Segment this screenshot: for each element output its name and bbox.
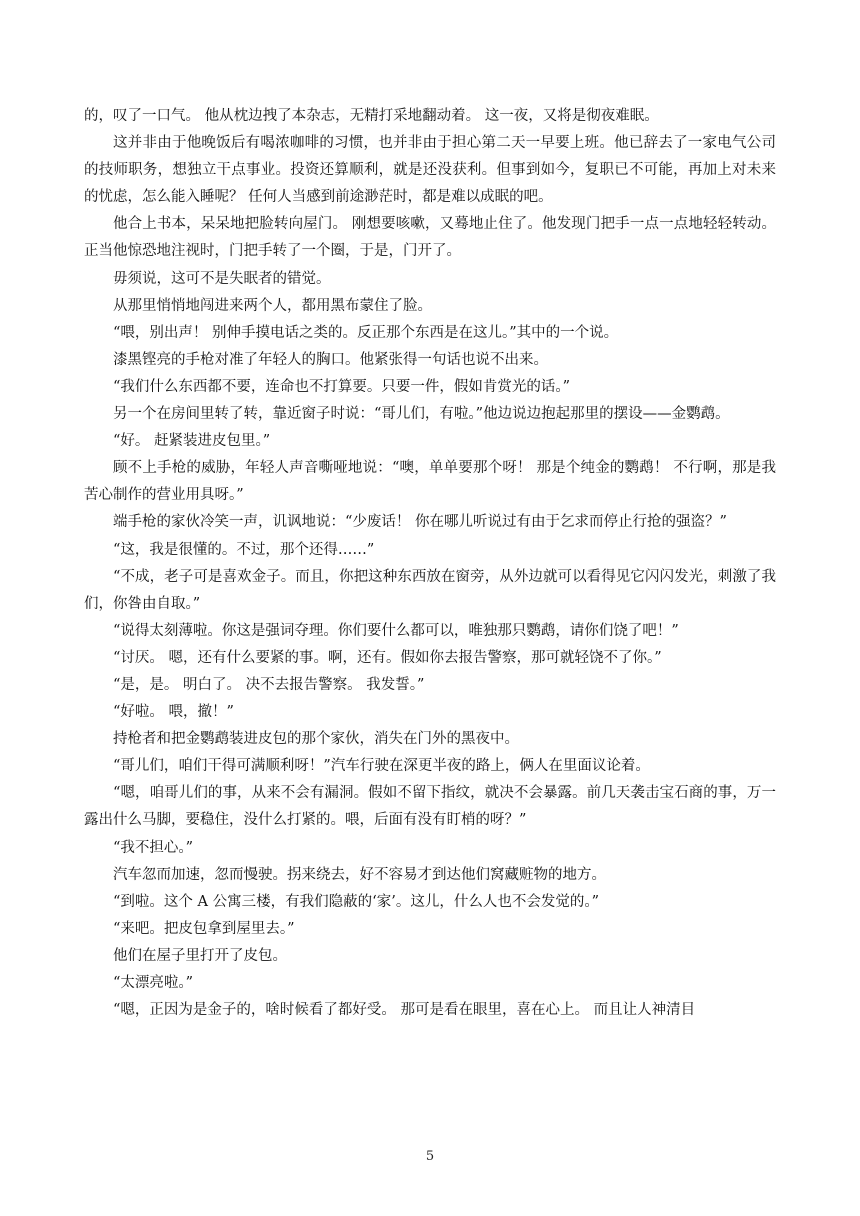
paragraph: “好啦。 喂，撤！” [113, 704, 234, 721]
paragraph: “到啦。这个 A 公寓三楼，有我们隐蔽的‘家’。这儿，什么人也不会发觉的。” [113, 893, 599, 910]
paragraph: 持枪者和把金鹦鹉装进皮包的那个家伙，消失在门外的黑夜中。 [113, 731, 519, 748]
paragraph: “好。 赶紧装进皮包里。” [113, 433, 271, 450]
paragraph: “我们什么东西都不要，连命也不打算要。只要一件，假如肯赏光的话。” [113, 378, 571, 395]
paragraph: 这并非由于他晚饭后有喝浓咖啡的习惯，也并非由于担心第二天一早要上班。他已辞去了一家电气公司的技师职务，想独立干点事业。投资还算顺利，就是还没获利。但事到如今，复职已不可能，再加上对未来的忧虑，怎么能入睡呢？ 任何人当感到前途渺茫时，都是难以成眠的吧。 [84, 135, 776, 206]
paragraph: 毋须说，这可不是失眠者的错觉。 [113, 270, 331, 287]
paragraph: “这，我是很懂的。不过，那个还得……” [113, 541, 375, 558]
paragraph: 另一个在房间里转了转，靠近窗子时说：“哥儿们，有啦。”他边说边抱起那里的摆设——金鹦鹉。 [113, 406, 730, 423]
paragraph: “嗯，正因为是金子的，啥时候看了都好受。 那可是看在眼里，喜在心上。 而且让人神清目 [113, 1002, 696, 1019]
paragraph: 他们在屋子里打开了皮包。 [113, 947, 287, 964]
paragraph: “不成，老子可是喜欢金子。而且，你把这种东西放在窗旁，从外边就可以看得见它闪闪发光，刺激了我们，你咎由自取。” [84, 568, 776, 612]
paragraph: 他合上书本，呆呆地把脸转向屋门。 刚想要咳嗽，又蓦地止住了。他发现门把手一点一点地轻轻转动。正当他惊恐地注视时，门把手转了一个圈，于是，门开了。 [84, 216, 776, 260]
paragraph: “讨厌。 嗯，还有什么要紧的事。啊，还有。假如你去报告警察，那可就轻饶不了你。” [113, 649, 662, 666]
paragraph: “说得太刻薄啦。你这是强词夺理。你们要什么都可以，唯独那只鹦鹉，请你们饶了吧！” [113, 622, 679, 639]
paragraph: 从那里悄悄地闯进来两个人，都用黑布蒙住了脸。 [113, 297, 432, 314]
paragraph: “哥儿们，咱们干得可满顺利呀！”汽车行驶在深更半夜的路上，俩人在里面议论着。 [113, 758, 650, 775]
paragraph: 的，叹了一口气。 他从枕边拽了本杂志，无精打采地翻动着。 这一夜，又将是彻夜难眠。 [84, 108, 659, 124]
page-number: 5 [425, 1149, 435, 1164]
paragraph: “嗯，咱哥儿们的事，从来不会有漏洞。假如不留下指纹，就决不会暴露。前几天袭击宝石商的事，万一露出什么马脚，要稳住，没什么打紧的。喂，后面有没有盯梢的呀？” [84, 785, 776, 829]
paragraph: “来吧。把皮包拿到屋里去。” [113, 920, 295, 937]
body-text [84, 103, 776, 1024]
paragraph: “是，是。 明白了。 决不去报告警察。 我发誓。” [113, 676, 425, 693]
paragraph: “我不担心。” [113, 839, 194, 856]
paragraph: 汽车忽而加速，忽而慢驶。拐来绕去，好不容易才到达他们窝藏赃物的地方。 [113, 866, 606, 883]
paragraph: “喂，别出声！ 别伸手摸电话之类的。反正那个东西是在这儿。”其中的一个说。 [113, 324, 619, 341]
paragraph: 端手枪的家伙冷笑一声，讥讽地说：“少废话！ 你在哪儿听说过有由于乞求而停止行抢的强盗？” [113, 514, 727, 531]
paragraph: 顾不上手枪的威胁，年轻人声音嘶哑地说：“噢，单单要那个呀！ 那是个纯金的鹦鹉！ 不行啊，那是我苦心制作的营业用具呀。” [84, 460, 776, 504]
paragraph: “太漂亮啦。” [113, 975, 194, 991]
paragraph: 漆黑铿亮的手枪对准了年轻人的胸口。他紧张得一句话也说不出来。 [113, 351, 548, 368]
